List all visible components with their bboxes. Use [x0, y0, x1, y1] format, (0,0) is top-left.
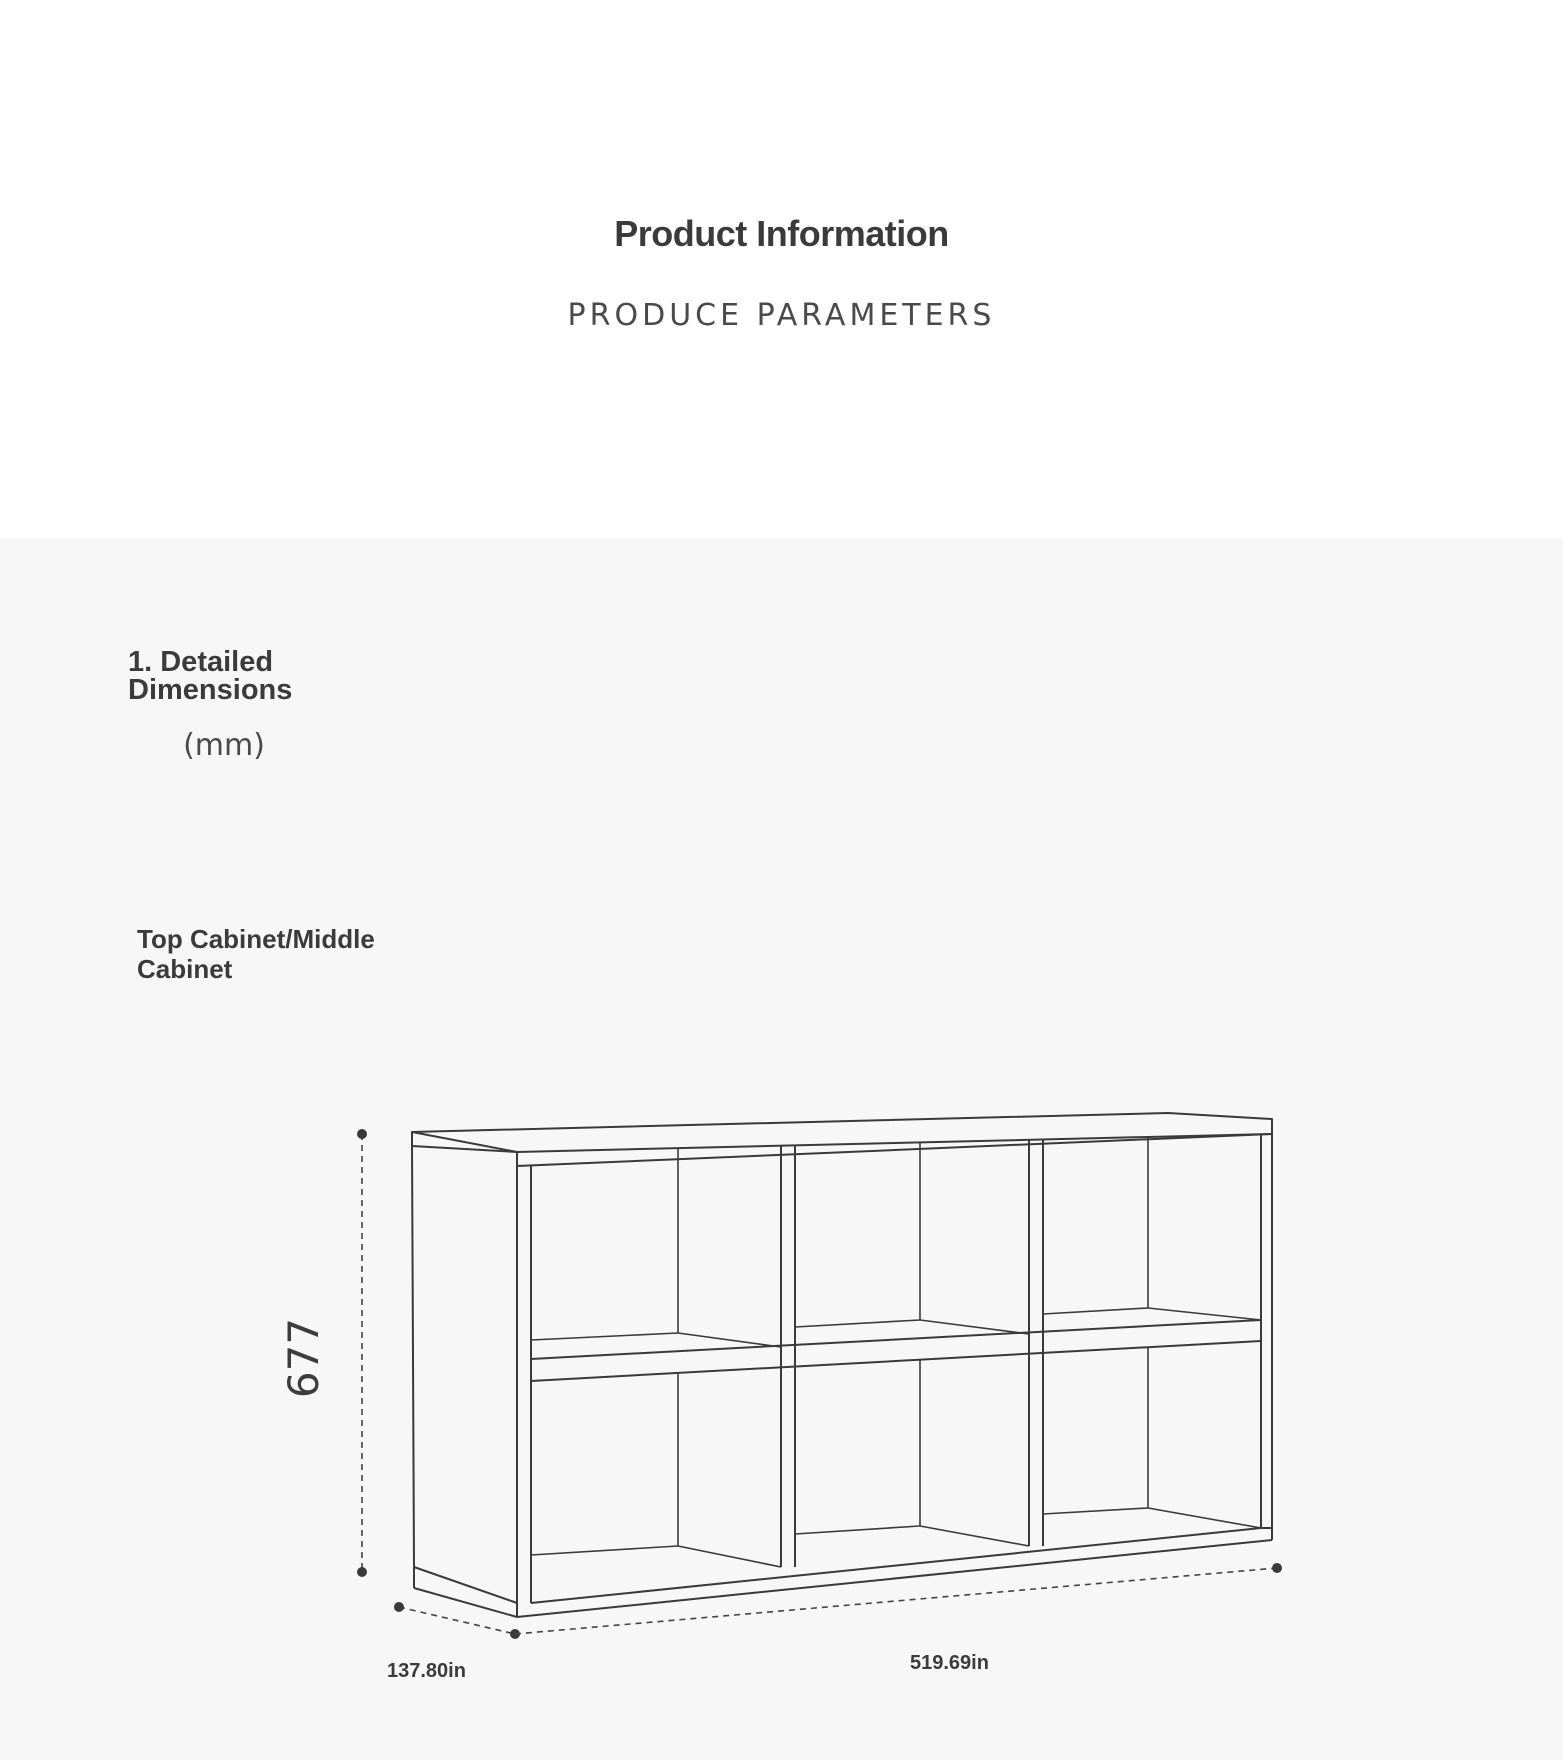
cabinet-drawing	[412, 1113, 1272, 1617]
width-dot-right	[1272, 1563, 1282, 1573]
section-heading: 1. Detailed Dimensions	[128, 646, 293, 706]
depth-dot-left	[394, 1602, 404, 1612]
page-title: Product Information	[614, 213, 949, 254]
cabinet-diagram	[0, 538, 1563, 1760]
height-label: 677	[279, 1317, 328, 1399]
height-dot-top	[357, 1129, 367, 1139]
width-label: 519.69in	[910, 1652, 989, 1674]
header-section	[0, 0, 1563, 538]
section-unit: (mm)	[183, 728, 265, 763]
height-dot-bottom	[357, 1567, 367, 1577]
page-subtitle: PRODUCE PARAMETERS	[567, 298, 996, 333]
depth-label: 137.80in	[387, 1660, 466, 1682]
cabinet-label: Top Cabinet/Middle Cabinet	[137, 924, 375, 984]
